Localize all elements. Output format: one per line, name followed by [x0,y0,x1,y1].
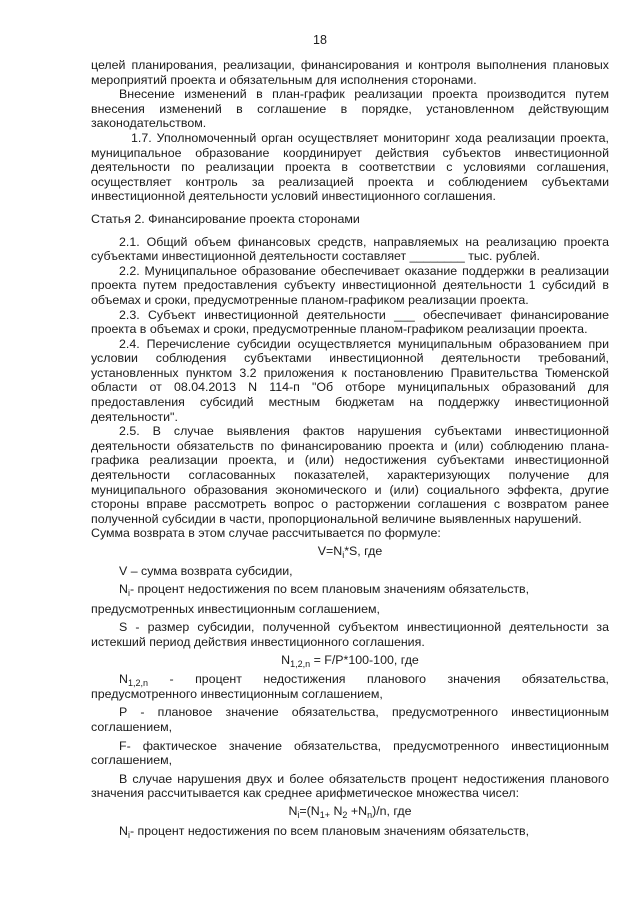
paragraph-2-2: 2.2. Муниципальное образование обеспечивает оказание поддержки в реализации проекта путем предоставления субъекту инвестиционной деятельности 1 субсидий в объемах и сроки, предусмотренные планом-графиком реализации проекта. [91,263,609,307]
paragraph-continuation: целей планирования, реализации, финансирования и контроля выполнения плановых мероприятий проекта и обязательным для исполнения сторонами. [91,58,609,87]
formula-average: $N_i=(N_{1+}$ $N_2 +N_n)/n$, где [288,803,412,820]
paragraph-2-4: 2.4. Перечисление субсидии осуществляется муниципальным образованием при условии соблюдения субъектами инвестиционной деятельности требований, установленных пунктом 3.2 приложения к постановлению Правительства Тюменской области от 08.04.2013 N 114-п "Об отборе муниципальных образований для предоставления субсидий местным бюджетам на поддержку инвестиционной деятельности". [91,336,609,424]
definition-p: Р - плановое значение обязательства, предусмотренного инвестиционным соглашением, [91,705,609,734]
page-number: 18 [313,33,327,47]
article-2-heading: Статья 2. Финансирование проекта сторонами [91,211,360,226]
formula-percent: $N_{1,2,n} = F/P*100-100$, где [281,652,419,669]
formula-refund: $V=N_i*S$, где [317,544,383,560]
definition-v: V – сумма возврата субсидии, [119,563,293,578]
paragraph-schedule-changes: Внесение изменений в план-график реализации проекта производится путем внесения изменений в соглашение в порядке, установленном действующим законодательством. [91,87,609,131]
definition-s: S - размер субсидии, полученной субъектом инвестиционной деятельности за истекший период действия инвестиционного соглашения. [91,620,609,649]
paragraph-average-case: В случае нарушения двух и более обязательств процент недостижения планового значения рассчитывается как среднее арифметическое множества чисел: [91,771,609,801]
definition-f: F- фактическое значение обязательства, предусмотренного инвестиционным соглашением, [91,738,609,768]
definition-n12n: $N_{1,2,n}$ - процент недостижения планового значения обязательства, предусмотренного инвестиционным соглашением, [91,672,609,701]
paragraph-2-3: 2.3. Субъект инвестиционной деятельности ___ обеспечивает финансирование проекта в объемах и сроки, предусмотренные планом-графиком реализации проекта. [91,307,609,337]
paragraph-refund-formula-intro: Сумма возврата в этом случае рассчитывается по формуле: [91,526,441,541]
document-body [91,58,609,838]
definition-ni-final: $N_i-$ процент недостижения по всем плановым значениям обязательств, [119,823,530,840]
definition-ni-continued: предусмотренных инвестиционным соглашением, [91,601,380,616]
definition-ni: $N_i-$ процент недостижения по всем плановым значениям обязательств, [119,582,530,599]
paragraph-2-5: 2.5. В случае выявления фактов нарушения субъектами инвестиционной деятельности обязательств по финансированию проекта и (или) соблюдению плана-графика реализации проекта, и (или) недостижения субъектами инвестиционной деятельности согласованных показателей, характеризующих получение для муниципального образования экономического и (или) социального эффекта, другие стороны вправе рассмотреть вопрос о расторжении соглашения с возвратом ранее полученной субсидии в части, пропорциональной величине выявленных нарушений. [91,424,609,526]
paragraph-1-7: 1.7. Уполномоченный орган осуществляет мониторинг хода реализации проекта, муниципальное образование координирует действия субъектов инвестиционной деятельности по реализации проекта в соответствии с условиями соглашения, осуществляет контроль за реализацией проекта и соблюдением субъектами инвестиционной деятельности условий инвестиционного соглашения. [91,130,609,204]
paragraph-2-1: 2.1. Общий объем финансовых средств, направляемых на реализацию проекта субъектами инвестиционной деятельности составляет ________ тыс. рублей. [91,234,609,264]
